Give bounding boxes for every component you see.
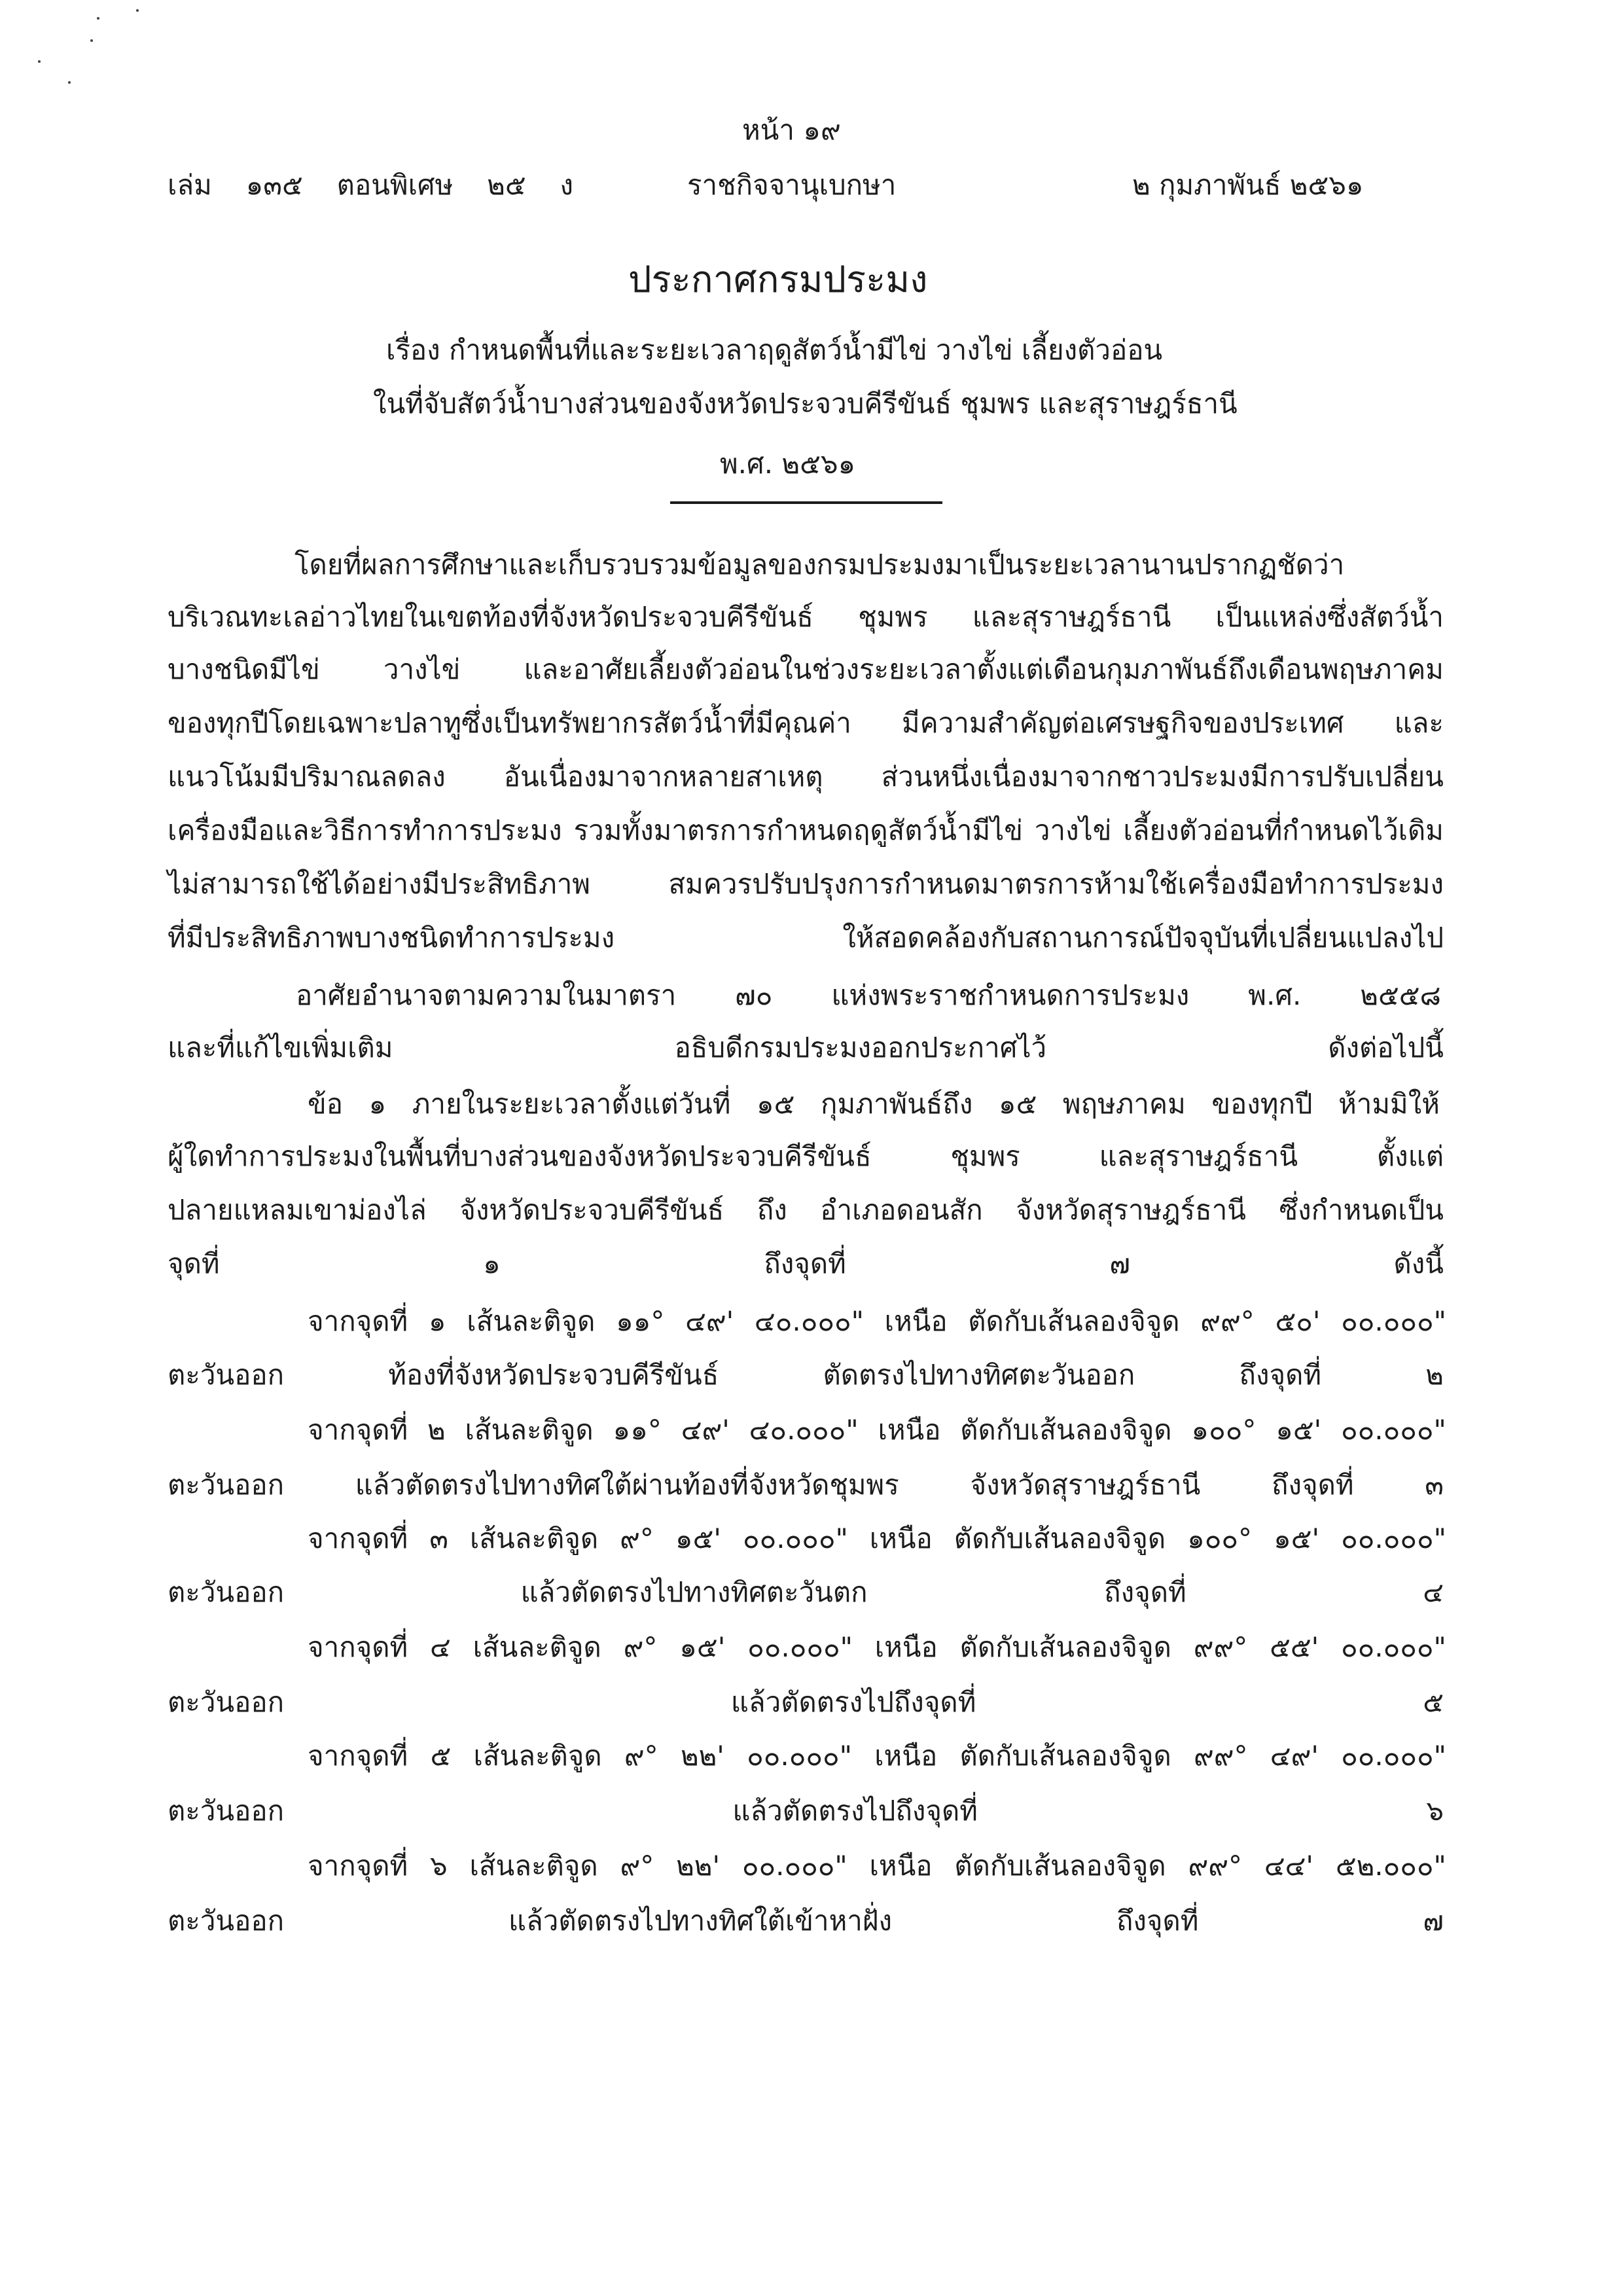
para1-line-2: บริเวณทะเลอ่าวไทยในเขตท้องที่จังหวัดประจวบคีรีขันธ์ ชุมพร และสุราษฎร์ธานี เป็นแหล่งซึ่งสัตว์น้ำ xyxy=(168,601,1444,633)
para1-line-8: ที่มีประสิทธิภาพบางชนิดทำการประมง ให้สอดคล้องกับสถานการณ์ปัจจุบันที่เปลี่ยนแปลงไป xyxy=(168,922,1444,954)
point-2-description: ตะวันออก แล้วตัดตรงไปทางทิศใต้ผ่านท้องที่จังหวัดชุมพร จังหวัดสุราษฎร์ธานี ถึงจุดที่ ๓ xyxy=(168,1469,1444,1501)
scan-speck xyxy=(90,39,93,42)
para2-line-2: และที่แก้ไขเพิ่มเติม อธิบดีกรมประมงออกประกาศไว้ ดังต่อไปนี้ xyxy=(168,1031,1444,1064)
point-2-coordinates: จากจุดที่ ๒ เส้นละติจูด ๑๑° ๔๙' ๔๐.๐๐๐" เหนือ ตัดกับเส้นลองจิจูด ๑๐๐° ๑๕' ๐๐.๐๐๐" xyxy=(308,1414,1446,1446)
point-5-coordinates: จากจุดที่ ๕ เส้นละติจูด ๙° ๒๒' ๐๐.๐๐๐" เหนือ ตัดกับเส้นลองจิจูด ๙๙° ๔๙' ๐๐.๐๐๐" xyxy=(308,1740,1446,1772)
scan-speck xyxy=(68,81,71,84)
scan-speck xyxy=(136,9,139,12)
page-number: หน้า ๑๙ xyxy=(742,114,841,146)
clause1-line-2: ผู้ใดทำการประมงในพื้นที่บางส่วนของจังหวัดประจวบคีรีขันธ์ ชุมพร และสุราษฎร์ธานี ตั้งแต่ xyxy=(168,1140,1444,1172)
point-3-coordinates: จากจุดที่ ๓ เส้นละติจูด ๙° ๑๕' ๐๐.๐๐๐" เหนือ ตัดกับเส้นลองจิจูด ๑๐๐° ๑๕' ๐๐.๐๐๐" xyxy=(308,1522,1446,1554)
gazette-name: ราชกิจจานุเบกษา xyxy=(687,169,897,201)
point-5-description: ตะวันออก แล้วตัดตรงไปถึงจุดที่ ๖ xyxy=(168,1795,1444,1827)
para1-line-3: บางชนิดมีไข่ วางไข่ และอาศัยเลี้ยงตัวอ่อนในช่วงระยะเวลาตั้งแต่เดือนกุมภาพันธ์ถึงเดือนพฤษภาคม xyxy=(168,653,1444,685)
para1-line-1: โดยที่ผลการศึกษาและเก็บรวบรวมข้อมูลของกรมประมงมาเป็นระยะเวลานานปรากฏชัดว่า xyxy=(294,548,1345,581)
scan-speck xyxy=(38,60,41,63)
point-6-description: ตะวันออก แล้วตัดตรงไปทางทิศใต้เข้าหาฝั่ง ถึงจุดที่ ๗ xyxy=(168,1905,1444,1937)
subject-line-2: ในที่จับสัตว์น้ำบางส่วนของจังหวัดประจวบคีรีขันธ์ ชุมพร และสุราษฎร์ธานี xyxy=(373,387,1238,420)
scan-speck xyxy=(97,17,99,20)
para1-line-5: แนวโน้มมีปริมาณลดลง อันเนื่องมาจากหลายสาเหตุ ส่วนหนึ่งเนื่องมาจากชาวประมงมีการปรับเปลี่ยน xyxy=(168,761,1444,793)
volume-number: เล่ม ๑๓๕ ตอนพิเศษ ๒๕ ง xyxy=(168,169,573,201)
para1-line-7: ไม่สามารถใช้ได้อย่างมีประสิทธิภาพ สมควรปรับปรุงการกำหนดมาตรการห้ามใช้เครื่องมือทำการประมง xyxy=(168,868,1444,900)
announcement-heading: ประกาศกรมประมง xyxy=(628,259,928,301)
point-1-description: ตะวันออก ท้องที่จังหวัดประจวบคีรีขันธ์ ตัดตรงไปทางทิศตะวันออก ถึงจุดที่ ๒ xyxy=(168,1359,1444,1391)
para1-line-4: ของทุกปีโดยเฉพาะปลาทูซึ่งเป็นทรัพยากรสัตว์น้ำที่มีคุณค่า มีความสำคัญต่อเศรษฐกิจของประเทศ และ xyxy=(168,707,1444,739)
clause1-line-4: จุดที่ ๑ ถึงจุดที่ ๗ ดังนี้ xyxy=(168,1247,1444,1280)
publication-date: ๒ กุมภาพันธ์ ๒๕๖๑ xyxy=(1132,169,1364,201)
para2-line-1: อาศัยอำนาจตามความในมาตรา ๗๐ แห่งพระราชกำหนดการประมง พ.ศ. ๒๕๕๘ xyxy=(296,979,1441,1011)
clause1-line-3: ปลายแหลมเขาม่องไล่ จังหวัดประจวบคีรีขันธ์ ถึง อำเภอดอนสัก จังหวัดสุราษฎร์ธานี ซึ่งกำหนดเป็น xyxy=(168,1194,1444,1226)
announcement-year: พ.ศ. ๒๕๖๑ xyxy=(720,448,856,480)
point-4-description: ตะวันออก แล้วตัดตรงไปถึงจุดที่ ๕ xyxy=(168,1686,1444,1718)
point-6-coordinates: จากจุดที่ ๖ เส้นละติจูด ๙° ๒๒' ๐๐.๐๐๐" เหนือ ตัดกับเส้นลองจิจูด ๙๙° ๔๔' ๕๒.๐๐๐" xyxy=(308,1850,1446,1882)
title-divider xyxy=(670,501,942,504)
point-4-coordinates: จากจุดที่ ๔ เส้นละติจูด ๙° ๑๕' ๐๐.๐๐๐" เหนือ ตัดกับเส้นลองจิจูด ๙๙° ๕๕' ๐๐.๐๐๐" xyxy=(308,1631,1446,1663)
point-1-coordinates: จากจุดที่ ๑ เส้นละติจูด ๑๑° ๔๙' ๔๐.๐๐๐" เหนือ ตัดกับเส้นลองจิจูด ๙๙° ๕๐' ๐๐.๐๐๐" xyxy=(308,1305,1446,1337)
para1-line-6: เครื่องมือและวิธีการทำการประมง รวมทั้งมาตรการกำหนดฤดูสัตว์น้ำมีไข่ วางไข่ เลี้ยงตัวอ่อนที่กำหนดไว้เดิม xyxy=(168,814,1444,846)
clause1-line-1: ข้อ ๑ ภายในระยะเวลาตั้งแต่วันที่ ๑๕ กุมภาพันธ์ถึง ๑๕ พฤษภาคม ของทุกปี ห้ามมิให้ xyxy=(308,1088,1440,1120)
subject-line-1: เรื่อง กำหนดพื้นที่และระยะเวลาฤดูสัตว์น้ำมีไข่ วางไข่ เลี้ยงตัวอ่อน xyxy=(386,334,1163,366)
point-3-description: ตะวันออก แล้วตัดตรงไปทางทิศตะวันตก ถึงจุดที่ ๔ xyxy=(168,1576,1444,1608)
